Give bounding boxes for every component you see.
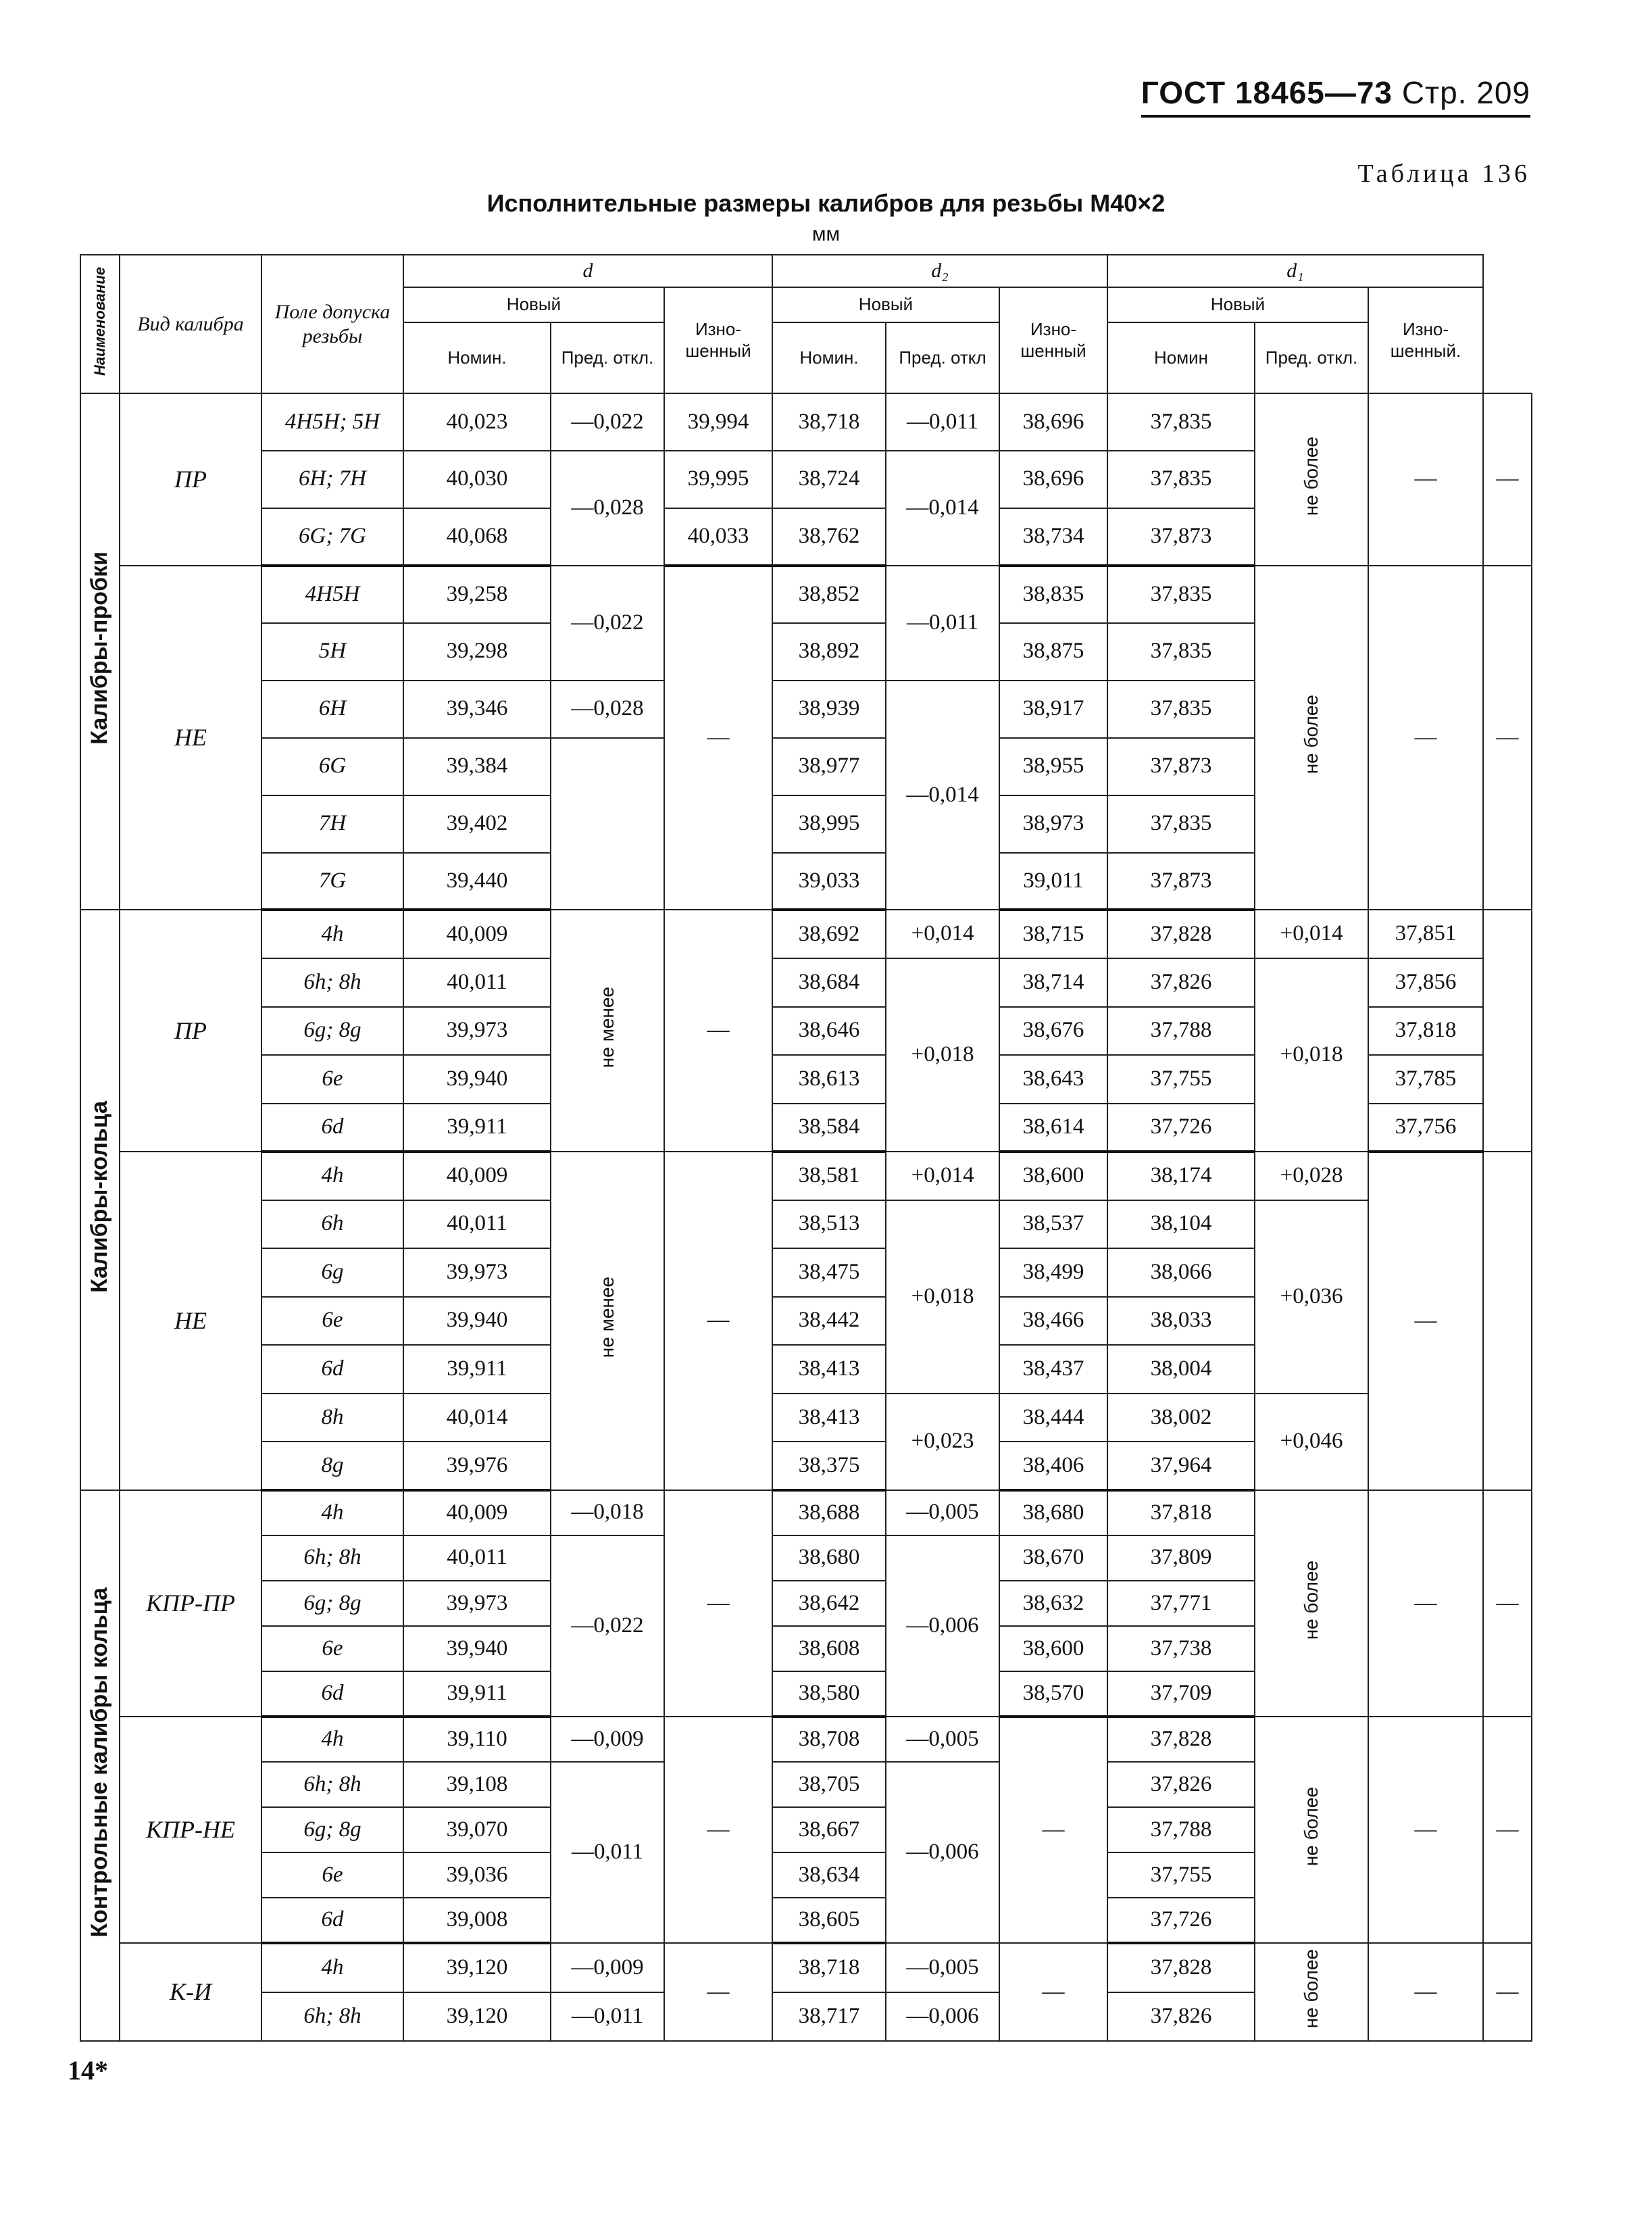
value-cell: 37,726 xyxy=(1107,1104,1255,1152)
value-cell: —0,028 xyxy=(551,451,664,566)
value-cell: 38,104 xyxy=(1107,1200,1255,1249)
value-cell: 38,570 xyxy=(999,1671,1107,1717)
table-row xyxy=(80,1394,1532,1442)
value-cell: 38,584 xyxy=(772,1104,886,1152)
value-cell: 39,298 xyxy=(403,623,551,681)
value-cell: 38,600 xyxy=(999,1626,1107,1671)
value-cell: 39,995 xyxy=(664,451,772,508)
value-cell: — xyxy=(1483,1943,1532,2041)
value-cell: 39,973 xyxy=(403,1581,551,1626)
value-cell: 39,110 xyxy=(403,1717,551,1762)
tolerance-cell: 4H5H; 5H xyxy=(261,393,403,451)
value-cell: 37,873 xyxy=(1107,508,1255,566)
value-cell: +0,046 xyxy=(1255,1394,1368,1490)
value-cell: 38,437 xyxy=(999,1345,1107,1394)
value-cell: 39,070 xyxy=(403,1807,551,1852)
value-cell: —0,014 xyxy=(886,681,999,910)
value-cell: 37,818 xyxy=(1368,1007,1483,1056)
gauge-kind: КПР-ПР xyxy=(120,1490,261,1717)
tolerance-cell: 6g; 8g xyxy=(261,1807,403,1852)
tolerance-cell: 8g xyxy=(261,1442,403,1490)
value-cell: 38,715 xyxy=(999,910,1107,958)
tolerance-cell: 6g; 8g xyxy=(261,1007,403,1056)
tolerance-cell: 6e xyxy=(261,1626,403,1671)
value-cell xyxy=(1483,1152,1532,1490)
value-cell: 40,009 xyxy=(403,910,551,958)
value-cell: 38,705 xyxy=(772,1762,886,1807)
value-cell xyxy=(551,738,664,910)
table-row xyxy=(80,1200,1532,1249)
value-cell: 37,828 xyxy=(1107,1943,1255,1992)
header-d2-new: Новый xyxy=(772,287,999,322)
tolerance-cell: 6g; 8g xyxy=(261,1581,403,1626)
header-d1-new: Новый xyxy=(1107,287,1368,322)
header-d2: d₂ xyxy=(772,255,1107,287)
value-cell: —0,005 xyxy=(886,1490,999,1535)
value-cell: +0,014 xyxy=(886,1152,999,1200)
tolerance-cell: 6d xyxy=(261,1104,403,1152)
value-cell: 37,726 xyxy=(1107,1898,1255,1943)
table-body xyxy=(80,393,1532,2041)
tolerance-cell: 6G xyxy=(261,738,403,795)
value-cell: 40,033 xyxy=(664,508,772,566)
value-cell: 38,499 xyxy=(999,1248,1107,1297)
value-cell: 38,002 xyxy=(1107,1394,1255,1442)
value-cell: +0,018 xyxy=(886,1200,999,1394)
value-cell: —0,005 xyxy=(886,1717,999,1762)
standard-number: ГОСТ 18465—73 xyxy=(1141,75,1393,110)
value-cell: 39,440 xyxy=(403,853,551,910)
limit-note: не менее xyxy=(551,1152,664,1490)
value-cell: —0,011 xyxy=(886,393,999,451)
value-cell: — xyxy=(1368,1943,1483,2041)
value-cell: 38,413 xyxy=(772,1345,886,1394)
value-cell: 39,108 xyxy=(403,1762,551,1807)
value-cell: 37,788 xyxy=(1107,1007,1255,1056)
header-d1-worn: Изно-шенный. xyxy=(1368,287,1483,393)
value-cell: 38,442 xyxy=(772,1297,886,1346)
header-tolerance: Поле допуска резьбы xyxy=(261,255,403,393)
value-cell: 38,004 xyxy=(1107,1345,1255,1394)
table-row xyxy=(80,566,1532,623)
gauge-kind: КПР-НЕ xyxy=(120,1717,261,1943)
header-d2-worn: Изно-шенный xyxy=(999,287,1107,393)
value-cell: 38,670 xyxy=(999,1535,1107,1581)
value-cell: — xyxy=(1368,1152,1483,1490)
value-cell: 38,581 xyxy=(772,1152,886,1200)
page-header xyxy=(1141,74,1530,118)
value-cell: — xyxy=(1483,1717,1532,1943)
value-cell: 38,875 xyxy=(999,623,1107,681)
value-cell: 38,714 xyxy=(999,958,1107,1007)
value-cell: 37,828 xyxy=(1107,910,1255,958)
value-cell: —0,006 xyxy=(886,1762,999,1943)
value-cell: 37,835 xyxy=(1107,451,1255,508)
value-cell: 38,955 xyxy=(999,738,1107,795)
value-cell: 37,835 xyxy=(1107,795,1255,853)
header-d-new: Новый xyxy=(403,287,664,322)
value-cell: 38,835 xyxy=(999,566,1107,623)
value-cell: —0,009 xyxy=(551,1943,664,1992)
value-cell: 38,613 xyxy=(772,1055,886,1104)
tolerance-cell: 6h; 8h xyxy=(261,1762,403,1807)
value-cell: —0,009 xyxy=(551,1717,664,1762)
value-cell: — xyxy=(664,1490,772,1717)
tolerance-cell: 4h xyxy=(261,1717,403,1762)
tolerance-cell: 6G; 7G xyxy=(261,508,403,566)
value-cell: +0,018 xyxy=(886,958,999,1152)
value-cell: —0,014 xyxy=(886,451,999,566)
value-cell: 37,873 xyxy=(1107,738,1255,795)
value-cell: 38,680 xyxy=(999,1490,1107,1535)
value-cell: 40,023 xyxy=(403,393,551,451)
value-cell: 38,642 xyxy=(772,1581,886,1626)
value-cell: — xyxy=(1483,566,1532,910)
value-cell: 37,826 xyxy=(1107,1992,1255,2041)
value-cell: 38,375 xyxy=(772,1442,886,1490)
value-cell: 39,258 xyxy=(403,566,551,623)
value-cell: 38,708 xyxy=(772,1717,886,1762)
value-cell: 38,734 xyxy=(999,508,1107,566)
tolerance-cell: 4H5H xyxy=(261,566,403,623)
value-cell: 38,724 xyxy=(772,451,886,508)
value-cell: 38,717 xyxy=(772,1992,886,2041)
value-cell: 38,600 xyxy=(999,1152,1107,1200)
tolerance-cell: 6g xyxy=(261,1248,403,1297)
group-label: Калибры-пробки xyxy=(80,393,120,910)
group-label: Контрольные калибры кольца xyxy=(80,1490,120,2041)
value-cell: —0,022 xyxy=(551,1535,664,1717)
header-d: d xyxy=(403,255,772,287)
header-kind: Вид калибра xyxy=(120,255,261,393)
value-cell: 39,384 xyxy=(403,738,551,795)
limit-note: не более xyxy=(1255,1943,1368,2041)
value-cell: 37,809 xyxy=(1107,1535,1255,1581)
value-cell: 38,917 xyxy=(999,681,1107,738)
value-cell: — xyxy=(1368,1717,1483,1943)
value-cell: 37,828 xyxy=(1107,1717,1255,1762)
value-cell: 38,643 xyxy=(999,1055,1107,1104)
value-cell: +0,014 xyxy=(1255,910,1368,958)
value-cell: — xyxy=(664,910,772,1152)
value-cell: — xyxy=(664,1943,772,2041)
value-cell: —0,011 xyxy=(551,1992,664,2041)
value-cell: 40,030 xyxy=(403,451,551,508)
value-cell: 37,835 xyxy=(1107,623,1255,681)
value-cell: — xyxy=(1483,393,1532,566)
limit-note: не более xyxy=(1255,1717,1368,1943)
table-title: Исполнительные размеры калибров для резьбы M40×2 xyxy=(486,189,1166,217)
value-cell: 40,011 xyxy=(403,1200,551,1249)
value-cell: 38,537 xyxy=(999,1200,1107,1249)
value-cell: 38,852 xyxy=(772,566,886,623)
value-cell: 38,413 xyxy=(772,1394,886,1442)
value-cell: —0,022 xyxy=(551,566,664,681)
header-d1: d₁ xyxy=(1107,255,1483,287)
value-cell: 38,680 xyxy=(772,1535,886,1581)
value-cell: 38,632 xyxy=(999,1581,1107,1626)
value-cell: 39,033 xyxy=(772,853,886,910)
value-cell: — xyxy=(999,1943,1107,2041)
value-cell: 38,939 xyxy=(772,681,886,738)
value-cell: 39,940 xyxy=(403,1626,551,1671)
value-cell: — xyxy=(1483,1490,1532,1717)
value-cell: 38,475 xyxy=(772,1248,886,1297)
value-cell: 37,851 xyxy=(1368,910,1483,958)
header-d-nom: Номин. xyxy=(403,322,551,393)
value-cell: 39,036 xyxy=(403,1852,551,1898)
value-cell: 38,614 xyxy=(999,1104,1107,1152)
group-label: Калибры-кольца xyxy=(80,910,120,1490)
tolerance-cell: 6e xyxy=(261,1297,403,1346)
gauge-kind: ПР xyxy=(120,910,261,1152)
value-cell: 37,826 xyxy=(1107,1762,1255,1807)
tolerance-cell: 6h; 8h xyxy=(261,958,403,1007)
header-d1-dev: Пред. откл. xyxy=(1255,322,1368,393)
limit-note: не менее xyxy=(551,910,664,1152)
value-cell: 39,911 xyxy=(403,1671,551,1717)
value-cell: 38,066 xyxy=(1107,1248,1255,1297)
value-cell: 38,973 xyxy=(999,795,1107,853)
value-cell: — xyxy=(664,1717,772,1943)
value-cell: 38,718 xyxy=(772,393,886,451)
tolerance-cell: 4h xyxy=(261,910,403,958)
value-cell: — xyxy=(1368,566,1483,910)
value-cell: —0,011 xyxy=(551,1762,664,1943)
tolerance-cell: 4h xyxy=(261,1152,403,1200)
value-cell: 38,688 xyxy=(772,1490,886,1535)
value-cell: 39,120 xyxy=(403,1943,551,1992)
value-cell: 39,402 xyxy=(403,795,551,853)
value-cell: +0,023 xyxy=(886,1394,999,1490)
header-d1-nom: Номин xyxy=(1107,322,1255,393)
value-cell: 39,911 xyxy=(403,1104,551,1152)
header-d2-dev: Пред. откл xyxy=(886,322,999,393)
table-row xyxy=(80,1490,1532,1535)
value-cell: 38,605 xyxy=(772,1898,886,1943)
value-cell: 40,009 xyxy=(403,1152,551,1200)
value-cell: 37,835 xyxy=(1107,681,1255,738)
value-cell: 37,873 xyxy=(1107,853,1255,910)
value-cell: +0,028 xyxy=(1255,1152,1368,1200)
value-cell: —0,006 xyxy=(886,1535,999,1717)
value-cell: +0,036 xyxy=(1255,1200,1368,1394)
tolerance-cell: 6d xyxy=(261,1345,403,1394)
tolerance-cell: 4h xyxy=(261,1490,403,1535)
table-number: Таблица 136 xyxy=(1357,159,1530,188)
tolerance-cell: 6h; 8h xyxy=(261,1992,403,2041)
header-d2-nom: Номин. xyxy=(772,322,886,393)
value-cell: 38,608 xyxy=(772,1626,886,1671)
value-cell: 38,892 xyxy=(772,623,886,681)
value-cell: 37,771 xyxy=(1107,1581,1255,1626)
value-cell: 37,835 xyxy=(1107,566,1255,623)
tolerance-cell: 6h xyxy=(261,1200,403,1249)
table-row xyxy=(80,958,1532,1007)
value-cell: 37,856 xyxy=(1368,958,1483,1007)
gauge-kind: ПР xyxy=(120,393,261,566)
value-cell: 37,756 xyxy=(1368,1104,1483,1152)
value-cell: 37,964 xyxy=(1107,1442,1255,1490)
value-cell: 38,033 xyxy=(1107,1297,1255,1346)
gauge-kind: НЕ xyxy=(120,1152,261,1490)
value-cell: 37,709 xyxy=(1107,1671,1255,1717)
tolerance-cell: 4h xyxy=(261,1943,403,1992)
tolerance-cell: 8h xyxy=(261,1394,403,1442)
value-cell: 38,466 xyxy=(999,1297,1107,1346)
value-cell: 38,444 xyxy=(999,1394,1107,1442)
value-cell: 38,696 xyxy=(999,393,1107,451)
value-cell: 40,014 xyxy=(403,1394,551,1442)
value-cell: — xyxy=(999,1717,1107,1943)
tolerance-cell: 6d xyxy=(261,1898,403,1943)
table-row xyxy=(80,910,1532,958)
header-d-worn: Изно-шенный xyxy=(664,287,772,393)
value-cell: —0,028 xyxy=(551,681,664,738)
value-cell: — xyxy=(664,566,772,910)
limit-note: не более xyxy=(1255,393,1368,566)
value-cell: 37,785 xyxy=(1368,1055,1483,1104)
value-cell: — xyxy=(664,1152,772,1490)
value-cell: 38,634 xyxy=(772,1852,886,1898)
tolerance-cell: 6e xyxy=(261,1055,403,1104)
value-cell: 39,008 xyxy=(403,1898,551,1943)
value-cell: 40,011 xyxy=(403,1535,551,1581)
table-row xyxy=(80,1152,1532,1200)
value-cell: 38,513 xyxy=(772,1200,886,1249)
value-cell: 38,977 xyxy=(772,738,886,795)
value-cell: 37,788 xyxy=(1107,1807,1255,1852)
table-row xyxy=(80,393,1532,451)
table-row xyxy=(80,1717,1532,1762)
tolerance-cell: 6H; 7H xyxy=(261,451,403,508)
limit-note: не более xyxy=(1255,566,1368,910)
value-cell: —0,022 xyxy=(551,393,664,451)
value-cell: 39,976 xyxy=(403,1442,551,1490)
value-cell: — xyxy=(1368,1490,1483,1717)
tolerance-cell: 6d xyxy=(261,1671,403,1717)
value-cell: 39,911 xyxy=(403,1345,551,1394)
value-cell: —0,018 xyxy=(551,1490,664,1535)
gauge-kind: К-И xyxy=(120,1943,261,2041)
tolerance-cell: 6h; 8h xyxy=(261,1535,403,1581)
tolerance-cell: 7G xyxy=(261,853,403,910)
limit-note: не более xyxy=(1255,1490,1368,1717)
value-cell: 39,940 xyxy=(403,1055,551,1104)
value-cell: —0,005 xyxy=(886,1943,999,1992)
header-d-dev: Пред. откл. xyxy=(551,322,664,393)
value-cell: 37,755 xyxy=(1107,1055,1255,1104)
value-cell: 39,346 xyxy=(403,681,551,738)
value-cell: 38,580 xyxy=(772,1671,886,1717)
value-cell: 39,120 xyxy=(403,1992,551,2041)
table-row xyxy=(80,1943,1532,1992)
value-cell: 40,068 xyxy=(403,508,551,566)
value-cell: 38,692 xyxy=(772,910,886,958)
gauge-dimensions-table xyxy=(80,254,1532,2042)
value-cell: 39,973 xyxy=(403,1248,551,1297)
value-cell: —0,011 xyxy=(886,566,999,681)
value-cell: 40,011 xyxy=(403,958,551,1007)
value-cell: —0,006 xyxy=(886,1992,999,2041)
value-cell: 39,973 xyxy=(403,1007,551,1056)
value-cell: 38,995 xyxy=(772,795,886,853)
value-cell: 38,676 xyxy=(999,1007,1107,1056)
tolerance-cell: 5H xyxy=(261,623,403,681)
value-cell: 39,994 xyxy=(664,393,772,451)
value-cell: — xyxy=(1368,393,1483,566)
value-cell: 37,818 xyxy=(1107,1490,1255,1535)
tolerance-cell: 6e xyxy=(261,1852,403,1898)
value-cell xyxy=(1483,910,1532,1152)
table-unit: мм xyxy=(811,223,841,245)
value-cell: 39,940 xyxy=(403,1297,551,1346)
gauge-kind: НЕ xyxy=(120,566,261,910)
value-cell: 38,718 xyxy=(772,1943,886,1992)
value-cell: 39,011 xyxy=(999,853,1107,910)
value-cell: 38,646 xyxy=(772,1007,886,1056)
value-cell: 37,835 xyxy=(1107,393,1255,451)
tolerance-cell: 7H xyxy=(261,795,403,853)
value-cell: 38,667 xyxy=(772,1807,886,1852)
value-cell: 37,738 xyxy=(1107,1626,1255,1671)
tolerance-cell: 6H xyxy=(261,681,403,738)
value-cell: 38,762 xyxy=(772,508,886,566)
value-cell: 38,406 xyxy=(999,1442,1107,1490)
value-cell: 38,174 xyxy=(1107,1152,1255,1200)
value-cell: 40,009 xyxy=(403,1490,551,1535)
value-cell: 38,684 xyxy=(772,958,886,1007)
header-name: Наименование xyxy=(80,255,120,393)
value-cell: 38,696 xyxy=(999,451,1107,508)
table-caption xyxy=(0,189,1652,246)
value-cell: +0,018 xyxy=(1255,958,1368,1152)
page-number: Стр. 209 xyxy=(1401,75,1530,110)
value-cell: +0,014 xyxy=(886,910,999,958)
value-cell: 37,755 xyxy=(1107,1852,1255,1898)
footer-signature-mark: 14* xyxy=(68,2055,108,2086)
value-cell: 37,826 xyxy=(1107,958,1255,1007)
